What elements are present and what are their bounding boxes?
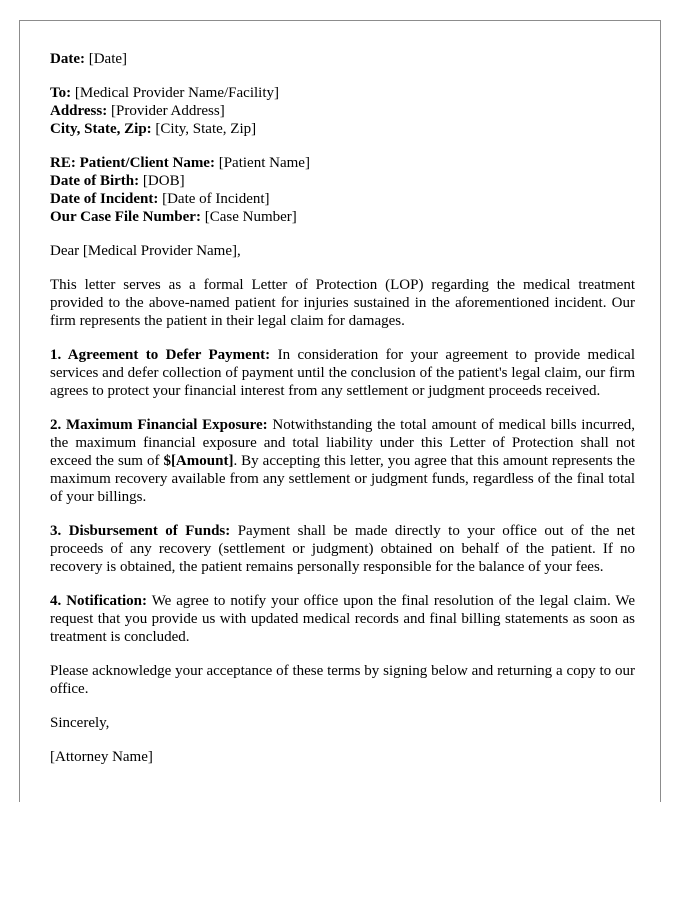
section-2-amount: $[Amount]	[163, 453, 234, 469]
city-value: [City, State, Zip]	[151, 121, 257, 137]
section-1-text: In consideration for your agreement to provide medical services and defer collection of payment until the conclusion of the patient's legal claim, our firm agrees to protect your financial interest from any settlement or judgment proceeds received.	[50, 347, 636, 399]
section-3-text: Payment shall be made directly to your office out of the net proceeds of any recovery (settlement or judgment) obtained on behalf of the patient. If no recovery is obtained, the patient remains personally responsible for the balance of your fees.	[50, 523, 635, 575]
incident-label: Date of Incident:	[50, 191, 159, 207]
attorney-name: [Attorney Name]	[50, 749, 153, 765]
address-value: [Provider Address]	[107, 103, 225, 119]
section-2-title: 2. Maximum Financial Exposure:	[50, 417, 268, 433]
city-label: City, State, Zip:	[50, 121, 152, 137]
recipient-block	[50, 84, 635, 138]
to-value: [Medical Provider Name/Facility]	[71, 85, 279, 101]
section-3-paragraph	[50, 522, 635, 576]
patient-line	[50, 154, 635, 172]
section-2-text-b: . By accepting this letter, you agree that this amount represents the maximum recovery available from any settlement or judgment funds, regardless of the final total of your billings.	[50, 453, 635, 505]
section-1-title: 1. Agreement to Defer Payment:	[50, 347, 271, 363]
incident-line	[50, 190, 635, 208]
re-block	[50, 154, 635, 226]
section-4-text: We agree to notify your office upon the final resolution of the legal claim. We request that you provide us with updated medical records and final billing statements as soon as treatment is concluded.	[50, 593, 635, 645]
date-block	[50, 50, 635, 68]
patient-label: RE: Patient/Client Name:	[50, 155, 215, 171]
letter-page	[19, 20, 661, 802]
dob-value: [DOB]	[139, 173, 185, 189]
intro-paragraph: This letter serves as a formal Letter of Protection (LOP) regarding the medical treatment provided to the above-named patient for injuries sustained in the aforementioned incident. Our firm represents the patient in their legal claim for damages.	[50, 277, 635, 329]
case-label: Our Case File Number:	[50, 209, 201, 225]
section-4-title: 4. Notification:	[50, 593, 148, 609]
salutation: Dear [Medical Provider Name],	[50, 243, 241, 259]
patient-value: [Patient Name]	[214, 155, 310, 171]
date-value: [Date]	[84, 51, 128, 67]
section-3-title: 3. Disbursement of Funds:	[50, 523, 231, 539]
to-label: To:	[50, 85, 72, 101]
case-value: [Case Number]	[200, 209, 297, 225]
section-2-paragraph	[50, 416, 635, 506]
to-line	[50, 84, 635, 102]
closing-sincerely: Sincerely,	[50, 715, 110, 731]
case-line	[50, 208, 635, 226]
acknowledge-paragraph: Please acknowledge your acceptance of these terms by signing below and returning a copy to our office.	[50, 663, 635, 697]
dob-line	[50, 172, 635, 190]
date-line	[50, 50, 635, 68]
incident-value: [Date of Incident]	[158, 191, 270, 207]
address-label: Address:	[50, 103, 108, 119]
section-2-text-a: Notwithstanding the total amount of medical bills incurred, the maximum financial exposure and total liability under this Letter of Protection shall not exceed the sum of	[50, 417, 635, 469]
date-label: Date:	[50, 51, 85, 67]
letter-content	[50, 50, 635, 782]
section-1-paragraph	[50, 346, 635, 400]
address-line	[50, 102, 635, 120]
section-4-paragraph	[50, 592, 635, 646]
city-line	[50, 120, 635, 138]
dob-label: Date of Birth:	[50, 173, 140, 189]
